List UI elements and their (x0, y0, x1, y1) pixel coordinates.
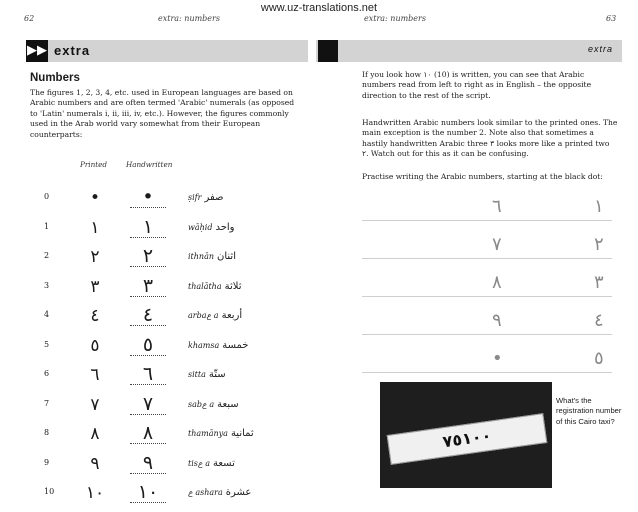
page-number-left: 62 (24, 14, 35, 23)
number-word (188, 458, 235, 469)
number-row (18, 247, 308, 273)
left-page (18, 14, 308, 503)
number-row (18, 424, 308, 450)
fast-forward-icon: ▶▶ (26, 40, 48, 62)
practice-line (362, 270, 612, 297)
printed-numeral: ١ (90, 217, 100, 238)
paragraph-handwritten: Handwritten Arabic numbers look similar to the printed ones. The main exception is the number 2. Note also that sometimes a hastily handwritten Arabic three ٣ looks more like a printed two ٢. Watch out for this as it can be confusing. (362, 118, 618, 159)
practice-numeral: ٢ (594, 234, 604, 255)
printed-numeral: ٥ (90, 335, 100, 356)
printed-numeral: ٨ (90, 424, 100, 444)
intro-paragraph: The figures 1, 2, 3, 4, etc. used in European languages are based on Arabic numbers and are often termed 'Arabic' numerals (as opposed to 'Latin' numerals i, ii, iii, iv, etc.). However, the figures commonly used in the Arab world vary somewhat from their European counterparts: (30, 88, 295, 139)
number-row (18, 483, 308, 509)
number-word (188, 428, 254, 439)
number-word (188, 281, 242, 292)
black-tab-mark (318, 40, 338, 62)
right-page (316, 14, 622, 492)
arabic-word: ثلاثة (224, 280, 242, 292)
transliteration: khamsa (188, 340, 220, 350)
western-numeral: 2 (44, 251, 50, 260)
practice-line (362, 232, 612, 259)
practice-line (362, 346, 612, 373)
paragraph-practise: Practise writing the Arabic numbers, starting at the black dot: (362, 172, 603, 181)
number-word (188, 192, 224, 203)
number-word (188, 310, 242, 321)
printed-numeral: ٧ (90, 394, 100, 415)
taxi-photo (380, 382, 552, 488)
running-head-right: extra: numbers (364, 14, 426, 23)
arabic-word: ستّة (208, 369, 226, 380)
practice-numeral: ٧ (492, 234, 502, 255)
handwritten-numeral: ٤ (130, 305, 166, 326)
practice-line (362, 194, 612, 221)
printed-header: Printed (80, 160, 107, 169)
arabic-word: عشرة (225, 487, 252, 498)
western-numeral: 9 (44, 457, 50, 467)
transliteration: sabع a (188, 399, 215, 409)
transliteration: ع ashara (188, 488, 223, 497)
section-tag: extra (54, 43, 91, 58)
transliteration: ṣifr (188, 193, 202, 202)
western-numeral: 5 (44, 339, 50, 349)
section-title: Numbers (30, 72, 80, 84)
western-numeral: 7 (44, 398, 50, 408)
arabic-word: واحد (215, 221, 235, 233)
number-word (188, 487, 251, 498)
arabic-word: سبعة (217, 398, 239, 410)
printed-numeral: ٣ (90, 276, 100, 297)
taxi-plate: ٧٥١٠٠ (387, 413, 548, 465)
taxi-caption: What's the registration number of this Cairo taxi? (556, 396, 622, 426)
number-word (188, 369, 226, 380)
western-numeral: 4 (44, 310, 50, 319)
practice-numeral: ٦ (492, 196, 502, 217)
transliteration: thamānya (188, 429, 228, 438)
arabic-word: ثمانية (230, 428, 254, 439)
western-numeral: 0 (44, 192, 50, 201)
western-numeral: 1 (44, 221, 50, 231)
practice-numeral: ١ (594, 196, 604, 217)
handwritten-numeral: ٨ (130, 423, 166, 444)
practice-numeral: ٨ (492, 272, 502, 293)
number-row (18, 188, 308, 214)
handwritten-header: Handwritten (126, 160, 173, 169)
practice-numeral: ٥ (594, 348, 604, 369)
handwritten-numeral: ٦ (130, 364, 166, 385)
arabic-word: خمسة (222, 339, 249, 351)
practice-numeral: ٩ (492, 310, 502, 331)
arabic-word: اثنان (217, 251, 236, 262)
western-numeral: 10 (44, 487, 55, 496)
arabic-word: تسعة (212, 457, 235, 469)
practice-numeral: ٣ (594, 272, 604, 293)
number-row (18, 215, 308, 244)
western-numeral: 6 (44, 369, 50, 378)
number-row (18, 365, 308, 391)
number-row (18, 306, 308, 332)
running-head-left: extra: numbers (158, 14, 220, 23)
number-word (188, 222, 235, 233)
handwritten-numeral: ٧ (130, 394, 166, 415)
arabic-word: صفر (204, 192, 224, 203)
handwritten-numeral: ١٠ (130, 482, 166, 503)
printed-numeral: ٩ (90, 453, 100, 474)
transliteration: tisع a (188, 458, 210, 468)
printed-numeral: • (89, 188, 101, 208)
handwritten-numeral: • (130, 187, 166, 208)
number-row (18, 333, 308, 362)
practice-numeral: ٤ (594, 310, 604, 331)
transliteration: ithnān (188, 252, 214, 261)
number-word (188, 399, 239, 410)
printed-numeral: ٢ (90, 247, 100, 267)
practice-numeral: • (492, 348, 503, 369)
number-row (18, 392, 308, 421)
printed-numeral: ١٠ (85, 483, 105, 503)
printed-numeral: ٦ (90, 365, 100, 385)
transliteration: wāḥid (188, 222, 213, 232)
number-row (18, 451, 308, 480)
transliteration: sitta (188, 370, 206, 379)
handwritten-numeral: ٩ (130, 453, 166, 474)
practice-line (362, 308, 612, 335)
site-url: www.uz-translations.net (260, 2, 378, 14)
western-numeral: 3 (44, 280, 50, 290)
handwritten-numeral: ٢ (130, 246, 166, 267)
extra-band-right (316, 40, 622, 62)
transliteration: thalātha (188, 281, 222, 291)
section-tag-right: extra (588, 44, 614, 54)
number-word (188, 251, 236, 262)
number-row (18, 274, 308, 303)
page-number-right: 63 (606, 14, 617, 23)
handwritten-numeral: ١ (130, 217, 166, 238)
handwritten-numeral: ٣ (130, 276, 166, 297)
transliteration: arbaع a (188, 311, 219, 320)
printed-numeral: ٤ (90, 306, 100, 326)
western-numeral: 8 (44, 428, 50, 437)
arabic-word: أربعة (221, 310, 243, 321)
handwritten-numeral: ٥ (130, 335, 166, 356)
paragraph-reading-direction: If you look how ١٠ (10) is written, you can see that Arabic numbers read from left to right as in English – the opposite direction to the rest of the script. (362, 70, 592, 100)
number-word (188, 340, 248, 351)
